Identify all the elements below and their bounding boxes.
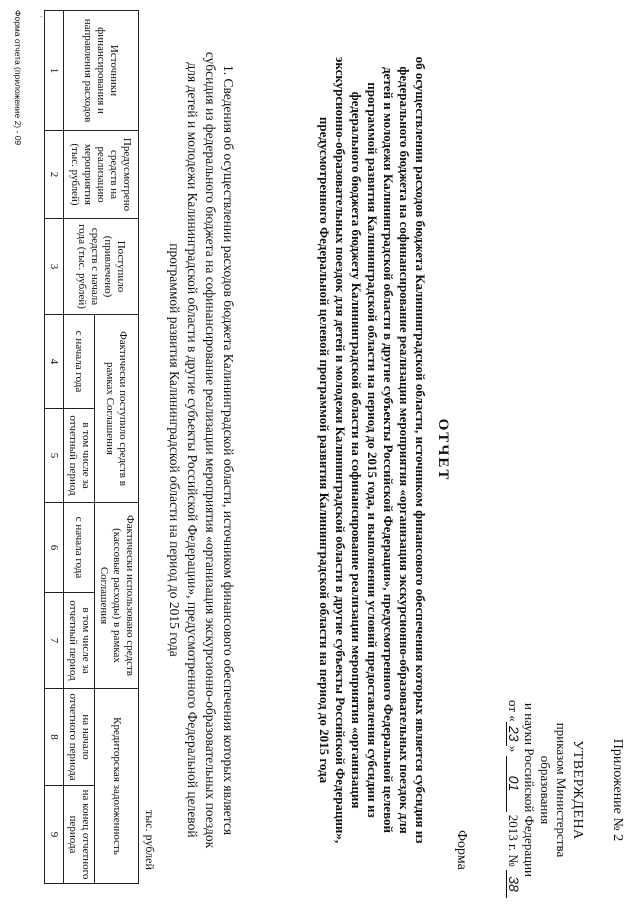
date-day: 23 — [506, 722, 520, 746]
subheader-9: на конец отчетного периода — [64, 786, 95, 884]
col-header-received: Поступило (привлечено) средств с начала года (тыс. рублей) — [64, 219, 139, 315]
page-mark: - — [40, 12, 43, 21]
subheader-7: в том числе за отчетный период — [64, 593, 95, 689]
subheader-5: в том числе за отчетный период — [64, 409, 95, 503]
table-unit: тыс. рублей — [143, 810, 157, 870]
column-number: 5 — [45, 409, 64, 503]
approval-header — [505, 700, 625, 892]
date-separator: » — [506, 745, 521, 753]
group-header-actual-received: Фактически поступило средств в рамках Соглашения — [95, 315, 139, 503]
rotated-document — [9, 10, 629, 890]
col-header-planned: Предусмотрено средств на реализацию мероприятия (тыс. рублей) — [64, 131, 139, 219]
report-subtitle: об осуществлении расходов бюджета Калининградской области, источником финансового обеспечения которых является субсидия из федерального бюджета на софинансирование реализации мероприятия «организация экскурсионно-образовательных поездок для детей и молодежи Калининградской области в другие субъекты Российской Федерации», предусмотренного Федеральной целевой программой развития Калининградской области на период до 2015 года, и выполнении условий предоставления субсидии из федерального бюджета бюджету Калининградской области на софинансирование реализации мероприятия «организация экскурсионно-образовательных поездок для детей и молодежи Калининградской области в другие субъекты Российской Федерации», предусмотренного Федеральной целевой программой развития Калининградской области на период до 2015 года — [317, 56, 428, 844]
column-number: 7 — [45, 593, 64, 689]
subheader-4: с начала года — [64, 315, 95, 409]
column-number: 3 — [45, 219, 64, 315]
column-number: 1 — [45, 11, 64, 131]
date-year: 2013 г. № — [506, 814, 521, 867]
column-number: 6 — [45, 503, 64, 593]
group-header-payables: Кредиторская задолженность — [95, 689, 139, 884]
order-date-line — [505, 700, 522, 892]
section-1-heading: 1. Сведения об осуществлении расходов бюджета Калининградской области, источником финансового обеспечения которых является субсидия из федерального бюджета на софинансирование реализации мероприятия «организация экскурсионно-образовательных поездок для детей и молодежи Калининградской области в другие субъекты Российской Федерации», предусмотренного Федеральной целевой программой развития Калининградской области на период до 2015 года — [167, 51, 236, 849]
approved-label: УТВЕРЖДЕНА — [570, 740, 585, 840]
column-number: 9 — [45, 786, 64, 884]
column-number: 8 — [45, 689, 64, 786]
column-number: 2 — [45, 131, 64, 219]
date-month: 01 — [506, 756, 520, 812]
subheader-6: с начала года — [64, 503, 95, 593]
form-label: Форма — [454, 830, 469, 870]
order-number: 38 — [506, 870, 520, 898]
report-table — [44, 10, 139, 884]
subheader-8: на начало отчетного периода — [64, 689, 95, 786]
section-1 — [165, 50, 237, 850]
col-header-sources: Источники финансирования и направления расходов — [64, 11, 139, 131]
report-title-block — [316, 50, 451, 850]
annex-label: Приложение № 2 — [610, 738, 625, 842]
form-footer-note: Форма отчета (приложение 2) - 09 — [13, 10, 23, 146]
report-title: ОТЧЕТ — [435, 418, 451, 482]
order-line-1: приказом Министерства образования — [538, 722, 569, 858]
order-line-2: и науки Российской Федерации — [522, 702, 537, 877]
date-prefix: от « — [506, 700, 521, 722]
column-number: 4 — [45, 315, 64, 409]
column-number-row — [45, 11, 64, 884]
group-header-actual-used: Фактически использовано средств (кассовые расходы) в рамках Соглашения — [95, 503, 139, 689]
